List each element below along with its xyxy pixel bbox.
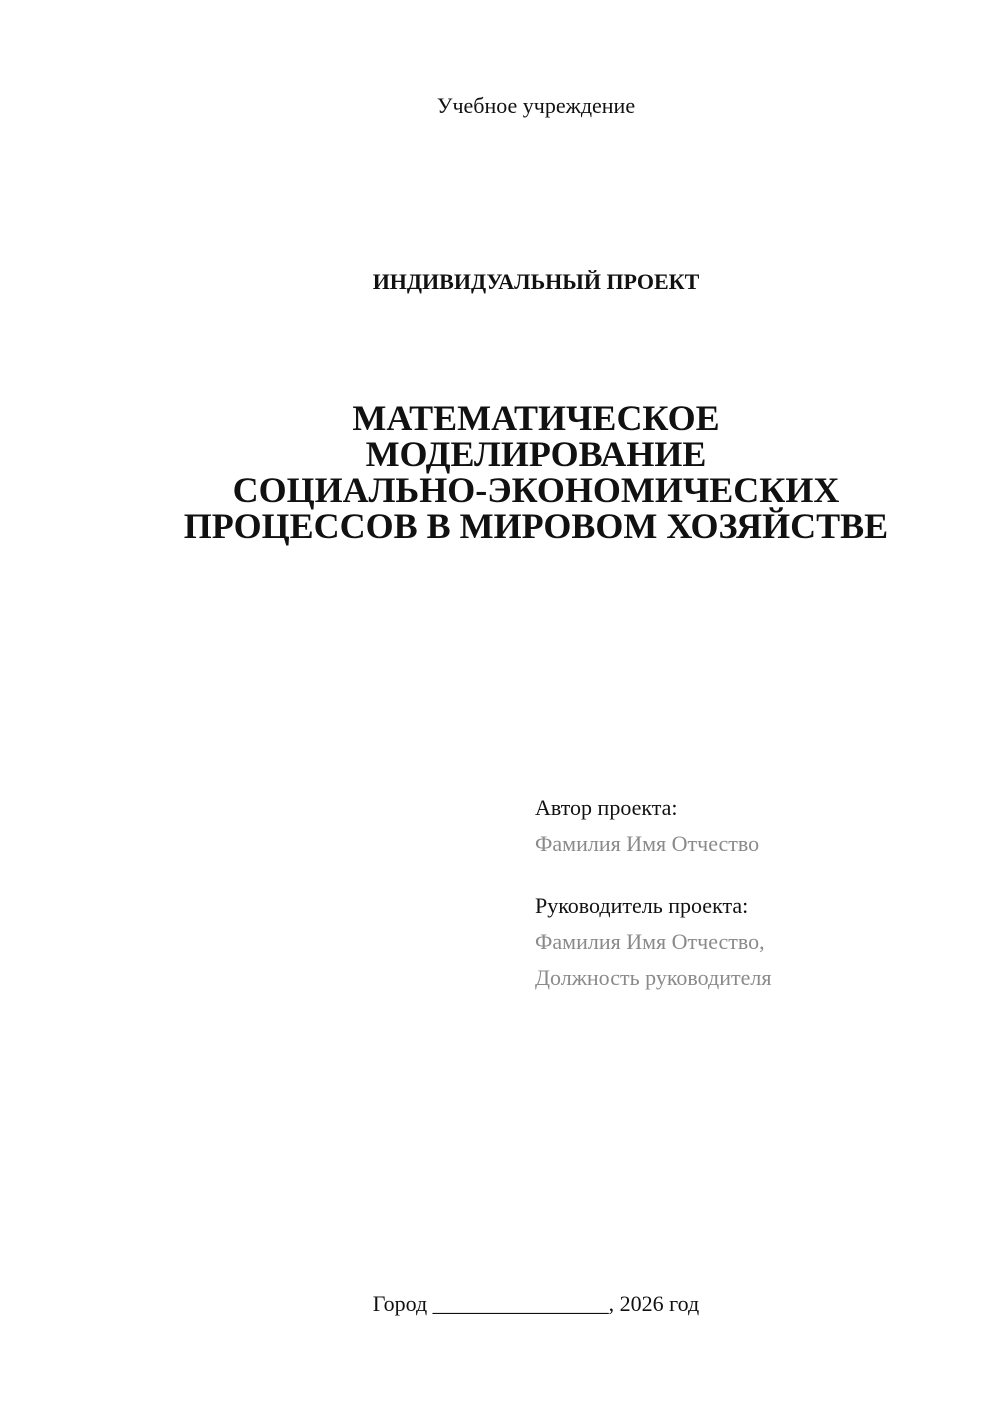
author-name: Фамилия Имя Отчество	[535, 831, 760, 856]
project-title-line: СОЦИАЛЬНО-ЭКОНОМИЧЕСКИХ	[232, 470, 840, 510]
project-type-heading: ИНДИВИДУАЛЬНЫЙ ПРОЕКТ	[372, 269, 700, 294]
project-title-line: МАТЕМАТИЧЕСКОЕ	[352, 398, 720, 438]
spacer	[535, 862, 975, 888]
city-year-line: Город ________________, 2026 год	[372, 1291, 700, 1316]
project-title-line: ПРОЦЕССОВ В МИРОВОМ ХОЗЯЙСТВЕ	[183, 506, 889, 546]
institution-name: Учебное учреждение	[436, 93, 636, 118]
project-title	[0, 400, 1000, 544]
author-info-block	[535, 790, 975, 996]
supervisor-name: Фамилия Имя Отчество,	[535, 929, 765, 954]
supervisor-position: Должность руководителя	[535, 965, 772, 990]
supervisor-label: Руководитель проекта:	[535, 893, 749, 918]
author-label: Автор проекта:	[535, 795, 678, 820]
project-title-line: МОДЕЛИРОВАНИЕ	[365, 434, 707, 474]
